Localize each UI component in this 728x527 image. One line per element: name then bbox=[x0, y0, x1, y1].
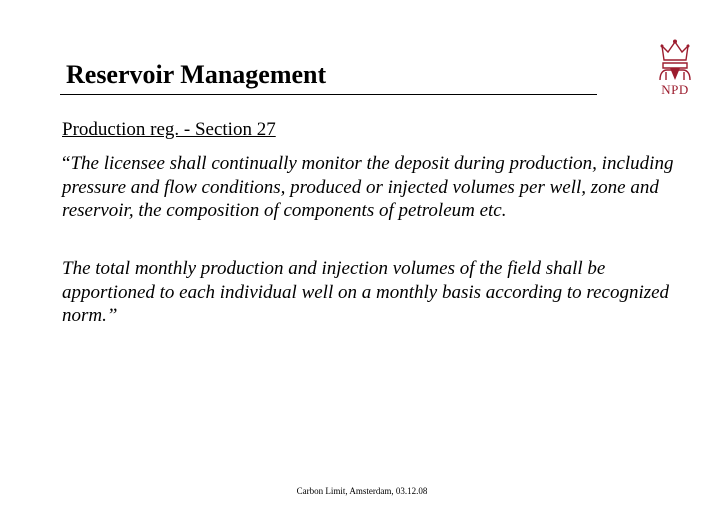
slide-footer bbox=[0, 485, 728, 497]
open-quote: “ bbox=[62, 153, 71, 174]
paragraph-1 bbox=[62, 152, 682, 223]
paragraph-2-text: The total monthly production and injection volumes of the field shall be apportioned to each individual well on a monthly basis according to recognized norm.” bbox=[62, 258, 670, 326]
section-heading: Production reg. - Section 27 bbox=[62, 119, 276, 140]
crown-emblem-icon bbox=[650, 38, 700, 82]
footer-text: Carbon Limit, Amsterdam, 03.12.08 bbox=[296, 486, 428, 496]
paragraph-1-text: The licensee shall continually monitor the deposit during production, including pressure and flow conditions, produced or injected volumes per well, zone and reservoir, the composition of components of petroleum etc. bbox=[62, 153, 674, 221]
slide-title: Reservoir Management bbox=[66, 60, 327, 89]
title-underline bbox=[60, 94, 597, 95]
paragraph-2 bbox=[62, 257, 682, 328]
logo-text: NPD bbox=[661, 82, 689, 97]
npd-logo bbox=[650, 38, 700, 100]
